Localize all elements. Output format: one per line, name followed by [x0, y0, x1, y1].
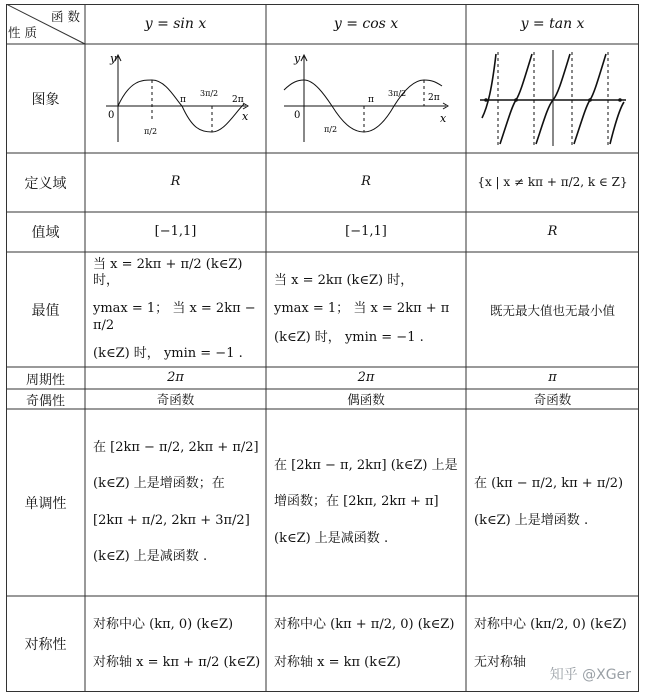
cos-pi: π	[368, 95, 374, 105]
row-label-extrema: 最值	[31, 302, 60, 319]
row-label-graph: 图象	[31, 91, 60, 108]
cos-two-pi: 2π	[428, 93, 440, 103]
monotonic-cos-line3: (k∈Z) 上是减函数 .	[274, 530, 389, 546]
range-sin: [−1,1]	[154, 223, 197, 239]
corner-bottom-label: 性 质	[8, 25, 37, 40]
row-label-symmetry: 对称性	[24, 637, 67, 653]
sin-half-pi: π/2	[144, 127, 158, 136]
header-cos: y = cos x	[333, 16, 399, 32]
extrema-cos-line1: 当 x = 2kπ (k∈Z) 时，	[274, 273, 414, 289]
extrema-cos	[266, 252, 466, 367]
parity-tan: 奇函数	[533, 392, 572, 407]
symmetry-tan-line1: 对称中心 (kπ/2, 0) (k∈Z)	[474, 616, 627, 632]
symmetry-sin	[85, 596, 266, 692]
tan-graph	[476, 48, 630, 150]
symmetry-cos-line2: 对称轴 x = kπ (k∈Z)	[274, 655, 401, 670]
cos-three-half-pi: 3π/2	[388, 89, 407, 98]
extrema-sin	[85, 252, 266, 367]
symmetry-cos	[266, 596, 466, 692]
extrema-sin-line1: 当 x = 2kπ + π/2 (k∈Z) 时，	[93, 256, 243, 289]
parity-sin: 奇函数	[156, 392, 195, 407]
monotonic-cos	[266, 409, 466, 596]
extrema-cos-line3: (k∈Z) 时， ymin = −1 .	[274, 329, 424, 345]
sin-x-label: x	[242, 110, 249, 123]
domain-tan: {x | x ≠ kπ + π/2, k ∈ Z}	[477, 175, 628, 189]
symmetry-tan-line2: 无对称轴	[474, 655, 527, 670]
symmetry-sin-line1: 对称中心 (kπ, 0) (k∈Z)	[93, 616, 234, 632]
row-label-range: 值域	[31, 225, 60, 241]
monotonic-cos-line1: 在 [2kπ − π, 2kπ] (k∈Z) 上是	[274, 458, 458, 474]
cos-x-label: x	[440, 112, 447, 125]
range-tan: R	[547, 223, 558, 239]
domain-cos: R	[361, 174, 371, 190]
domain-sin: R	[170, 174, 181, 190]
sin-origin: 0	[108, 110, 115, 121]
row-label-monotonic: 单调性	[24, 495, 67, 512]
period-sin: 2π	[167, 369, 184, 385]
sin-graph	[96, 50, 256, 148]
cos-origin: 0	[294, 110, 301, 121]
monotonic-sin	[85, 409, 266, 596]
header-sin: y = sin x	[144, 16, 207, 32]
extrema-sin-line2: ymax = 1； 当 x = 2kπ − π/2	[93, 301, 256, 333]
sin-y-label: y	[110, 52, 117, 65]
monotonic-sin-line3: [2kπ + π/2, 2kπ + 3π/2]	[93, 512, 250, 528]
cos-graph	[278, 50, 454, 148]
parity-cos: 偶函数	[347, 392, 385, 407]
monotonic-tan	[466, 409, 639, 596]
row-label-parity: 奇偶性	[25, 393, 65, 409]
monotonic-tan-line1: 在 (kπ − π/2, kπ + π/2)	[474, 476, 624, 492]
symmetry-cos-line1: 对称中心 (kπ + π/2, 0) (k∈Z)	[274, 616, 455, 632]
range-cos: [−1,1]	[345, 223, 387, 239]
monotonic-sin-line2: (k∈Z) 上是增函数；在	[93, 476, 225, 492]
corner-top-label: 函 数	[51, 9, 80, 24]
extrema-tan: 既无最大值也无最小值	[489, 302, 615, 318]
row-label-period: 周期性	[25, 372, 65, 388]
sin-two-pi: 2π	[232, 95, 244, 105]
monotonic-tan-line2: (k∈Z) 上是增函数 .	[474, 512, 589, 528]
sin-pi: π	[180, 95, 186, 105]
extrema-sin-line3: (k∈Z) 时， ymin = −1 .	[93, 345, 243, 361]
cos-half-pi: π/2	[324, 125, 338, 134]
watermark: 知乎 @XGer	[549, 667, 631, 683]
symmetry-sin-line2: 对称轴 x = kπ + π/2 (k∈Z)	[93, 655, 261, 670]
header-tan: y = tan x	[520, 16, 585, 32]
trig-properties-table	[6, 4, 639, 692]
monotonic-sin-line1: 在 [2kπ − π/2, 2kπ + π/2]	[93, 440, 259, 455]
sin-three-half-pi: 3π/2	[200, 89, 219, 98]
extrema-cos-line2: ymax = 1； 当 x = 2kπ + π	[274, 301, 450, 317]
period-tan: π	[548, 369, 557, 385]
row-label-domain: 定义域	[24, 175, 67, 192]
period-cos: 2π	[357, 369, 375, 385]
monotonic-sin-line4: (k∈Z) 上是减函数 .	[93, 548, 208, 564]
monotonic-cos-line2: 增函数；在 [2kπ, 2kπ + π]	[274, 494, 439, 510]
cos-y-label: y	[294, 52, 301, 65]
